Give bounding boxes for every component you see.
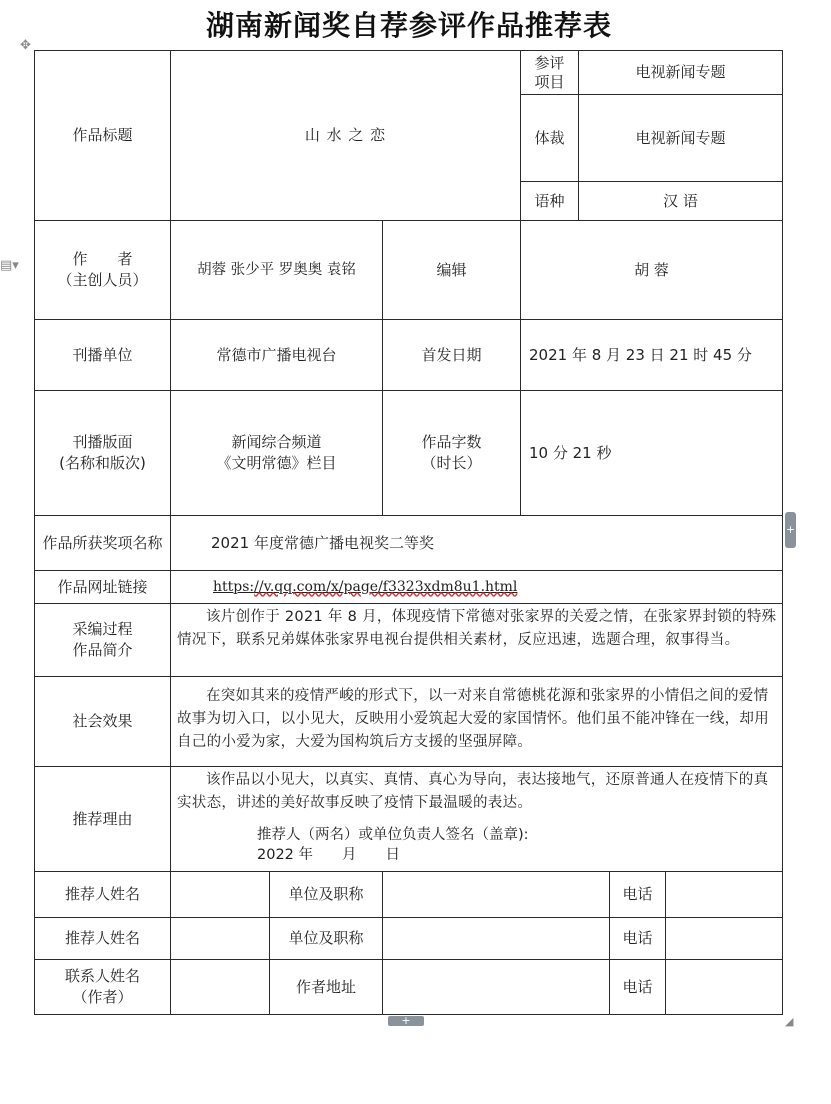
recommender-1-unit-label: 单位及职称: [269, 871, 383, 918]
work-title-value[interactable]: 山 水 之 恋: [170, 50, 521, 221]
contact-phone[interactable]: [665, 959, 783, 1015]
work-title-label: 作品标题: [34, 50, 171, 221]
author-address-label: 作者地址: [269, 959, 383, 1015]
genre-label: 体裁: [520, 94, 579, 182]
move-handle-icon[interactable]: ✥: [20, 38, 31, 53]
publisher-value[interactable]: 常德市广播电视台: [170, 319, 383, 391]
date-line: 2022 年 月 日: [257, 847, 401, 863]
author-address[interactable]: [382, 959, 610, 1015]
recommender-2-unit[interactable]: [382, 917, 610, 960]
editor-label: 编辑: [382, 220, 521, 320]
word-count-label: 作品字数 （时长）: [382, 390, 521, 516]
recommender-1-unit[interactable]: [382, 871, 610, 918]
form-title: 湖南新闻奖自荐参评作品推荐表: [205, 9, 612, 42]
process-label: 采编过程 作品简介: [34, 603, 171, 677]
effect-label: 社会效果: [34, 676, 171, 767]
recommender-1-phone[interactable]: [665, 871, 783, 918]
recommender-1-label: 推荐人姓名: [34, 871, 171, 918]
process-value[interactable]: 该片创作于 2021 年 8 月，体现疫情下常德对张家界的关爱之情，在张家界封锁的特殊情况下，联系兄弟媒体张家界电视台提供相关素材，反应迅速，选题合理，叙事得当。: [170, 603, 783, 677]
category-value[interactable]: 电视新闻专题: [578, 50, 783, 95]
publisher-label: 刊播单位: [34, 319, 171, 391]
recommender-2-name[interactable]: [170, 917, 270, 960]
recommender-2-label: 推荐人姓名: [34, 917, 171, 960]
recommender-1-phone-label: 电话: [609, 871, 666, 918]
signature-line: 推荐人（两名）或单位负责人签名（盖章):: [257, 827, 529, 843]
document-icon[interactable]: ▤▾: [0, 258, 19, 273]
recommender-2-unit-label: 单位及职称: [269, 917, 383, 960]
word-count-value[interactable]: 10 分 21 秒: [520, 390, 783, 516]
genre-value[interactable]: 电视新闻专题: [578, 94, 783, 182]
url-value[interactable]: [170, 570, 783, 604]
resize-handle-icon[interactable]: ◢: [785, 1015, 794, 1028]
add-row-icon[interactable]: +: [785, 512, 796, 548]
contact-label: 联系人姓名 （作者）: [34, 959, 171, 1015]
edition-value[interactable]: 新闻综合频道 《文明常德》栏目: [170, 390, 383, 516]
add-column-icon[interactable]: +: [388, 1016, 424, 1026]
effect-value[interactable]: 在突如其来的疫情严峻的形式下，以一对来自常德桃花源和张家界的小情侣之间的爱情故事为切入口，以小见大，反映用小爱筑起大爱的家国情怀。他们虽不能冲锋在一线，却用自己的小爱为家，大爱为国构筑后方支援的坚强屏障。: [170, 676, 783, 767]
author-value[interactable]: 胡蓉 张少平 罗奥奥 袁铭: [170, 220, 383, 320]
award-label: 作品所获奖项名称: [34, 515, 171, 571]
edition-label: 刊播版面 (名称和版次): [34, 390, 171, 516]
editor-value[interactable]: 胡 蓉: [520, 220, 783, 320]
recommender-1-name[interactable]: [170, 871, 270, 918]
language-value[interactable]: 汉 语: [578, 181, 783, 221]
category-label: 参评 项目: [520, 50, 579, 95]
url-label: 作品网址链接: [34, 570, 171, 604]
reason-value[interactable]: 该作品以小见大，以真实、真情、真心为导向，表达接地气，还原普通人在疫情下的真实状态，讲述的美好故事反映了疫情下最温暖的表达。 推荐人（两名）或单位负责人签名（盖章): 2022 年 月 日: [170, 766, 783, 872]
url-link[interactable]: https://v.qq.com/x/page/f3323xdm8u1.html: [213, 578, 518, 595]
recommender-2-phone[interactable]: [665, 917, 783, 960]
author-label: 作 者 （主创人员）: [34, 220, 171, 320]
contact-phone-label: 电话: [609, 959, 666, 1015]
award-value[interactable]: 2021 年度常德广播电视奖二等奖: [170, 515, 783, 571]
first-date-label: 首发日期: [382, 319, 521, 391]
first-date-value[interactable]: 2021 年 8 月 23 日 21 时 45 分: [520, 319, 783, 391]
language-label: 语种: [520, 181, 579, 221]
reason-label: 推荐理由: [34, 766, 171, 872]
recommender-2-phone-label: 电话: [609, 917, 666, 960]
contact-name[interactable]: [170, 959, 270, 1015]
